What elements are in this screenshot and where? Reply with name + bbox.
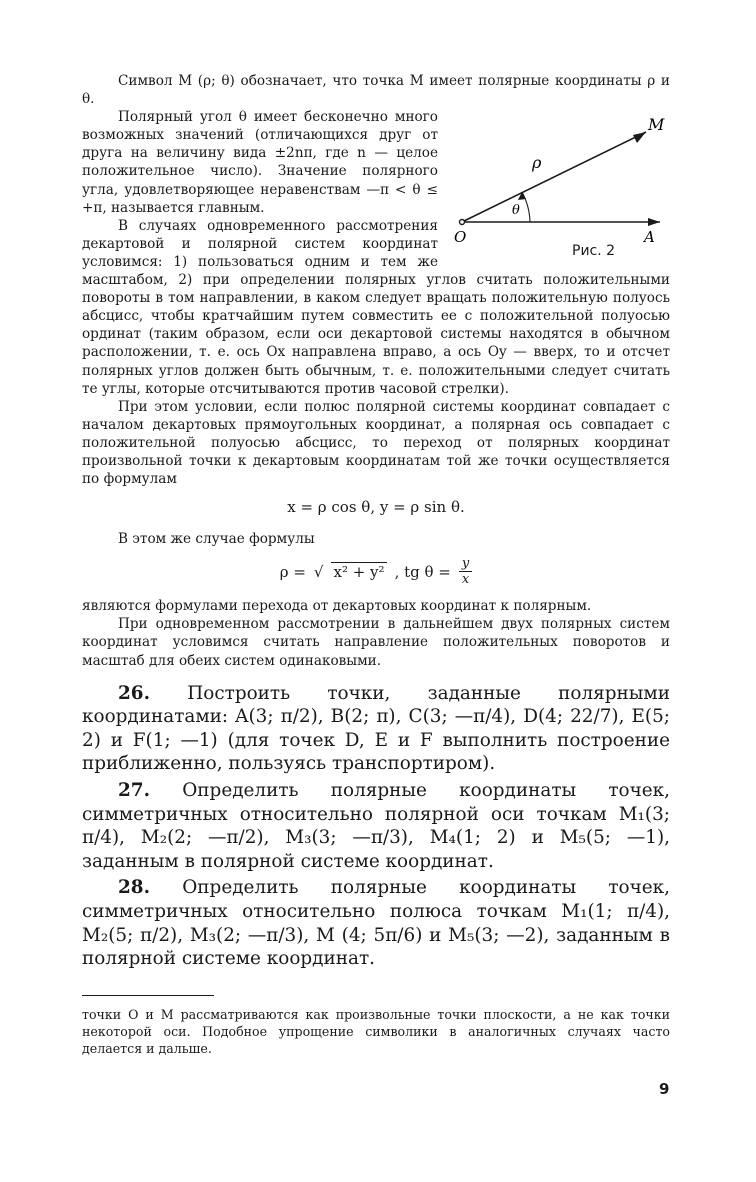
closing-text — [82, 597, 670, 669]
paragraph-formulas-transition: являются формулами перехода от декартовых координат к полярным. — [82, 598, 592, 615]
axis-arrow — [648, 218, 660, 226]
problem-27 — [82, 779, 670, 873]
figure-caption: Рис. 2 — [572, 243, 616, 260]
problem-number: 28. — [118, 877, 150, 899]
label-rho: ρ — [532, 153, 542, 173]
label-theta: θ — [512, 203, 520, 219]
label-a: A — [644, 228, 655, 247]
problem-text: Определить полярные координаты точек, симметричных относительно полярной оси точкам M₁(3; π/4), M₂(2; —π/2), M₃(3; —π/3), M₄(1; 2) и M₅(5; —1), заданным в полярной системе координат. — [82, 780, 670, 872]
problem-26 — [82, 682, 670, 776]
problem-text: Построить точки, заданные полярными координатами: A(3; π/2), B(2; π), C(3; —π/4), D(4; 22/7), E(5; 2) и F(1; —1) (для точек D, E и F выполнить построение приближенно, пользуясь транспортиром). — [82, 682, 670, 775]
pole-point — [460, 220, 465, 225]
sqrt-radicand: x² + y² — [333, 563, 385, 582]
paragraph-same-case: В этом же случае формулы — [118, 531, 315, 548]
problem-number: 27. — [118, 780, 150, 801]
formula-intro — [82, 530, 670, 548]
paragraph-conventions: В случаях одновременного рассмотрения декартовой и полярной систем координат условимся: 1) пользоваться одним и тем же масштабом, 2) при определении полярных углов считать положительными повороты в том направлении, в каком следует вращать положительную полуось абсцисс, чтобы кратчайшим путем совместить ее с положительной полуосью ординат (таким образом, если оси декартовой системы находятся в обычном расположении, т. е. ось Ox направлена вправо, а ось Oy — вверх, то и отсчет полярных углов должен быть обычным, т. е. положительными следует считать те углы, которые отсчитываются против часовой стрелки). — [82, 217, 670, 397]
fraction-numerator: y — [459, 556, 472, 572]
formula-cartesian-to-polar — [82, 556, 670, 587]
footnote-divider — [82, 995, 214, 996]
problem-28 — [82, 876, 670, 970]
polar-diagram — [450, 108, 670, 264]
figure-2 — [450, 108, 670, 264]
intro-text — [82, 72, 670, 488]
formula-tg: , tg θ = — [394, 562, 451, 581]
fraction-y-over-x — [459, 556, 472, 587]
problem-text: Определить полярные координаты точек, симметричных относительно полюса точкам M₁(1; π/4), M₂(5; π/2), M₃(2; —π/3), M (4; 5π/6) и M₅(3; —2), заданным в полярной системе координат. — [82, 877, 670, 970]
sqrt-sign: √ — [313, 562, 324, 581]
footnote: точки O и M рассматриваются как произвольные точки плоскости, а не как точки некоторой оси. Подобное упрощение символики в аналогичных случаях часто делается и дальше. — [82, 1006, 670, 1056]
paragraph-transition: При этом условии, если полюс полярной системы координат совпадает с началом декартовых прямоугольных координат, а полярная ось совпадает с положительной полуосью абсцисс, то переход от полярных координат произвольной точки к декартовым координатам той же точки осуществляется по формулам — [82, 398, 670, 488]
radius-arrow — [633, 132, 646, 143]
label-m: M — [648, 115, 665, 135]
page-content — [82, 72, 670, 1057]
fraction-denominator: x — [461, 572, 470, 588]
paragraph-polar-angle-text: Полярный угол θ имеет бесконечно много возможных значений (отличающихся друг от друга на величину вида ±2nπ, где n — целое положительное число). Значение полярного угла, удовлетворяющее неравенствам —π < θ ≤ +π, называется главным. — [82, 109, 438, 216]
radius-vector — [462, 132, 646, 222]
label-o: O — [454, 228, 467, 247]
page-number: 9 — [659, 1080, 670, 1098]
problems — [82, 682, 670, 971]
formula-rho: ρ = — [279, 562, 306, 581]
formula-polar-to-cartesian: x = ρ cos θ, y = ρ sin θ. — [287, 498, 465, 517]
paragraph-symbol: Символ M (ρ; θ) обозначает, что точка M имеет полярные координаты ρ и θ. — [82, 73, 670, 108]
paragraph-two-systems: При одновременном рассмотрении в дальнейшем двух полярных систем координат условимся считать направление положительных поворотов и масштаб для обеих систем одинаковыми. — [82, 616, 670, 669]
paragraph-polar-angle — [82, 108, 670, 260]
problem-number: 26. — [118, 682, 150, 704]
